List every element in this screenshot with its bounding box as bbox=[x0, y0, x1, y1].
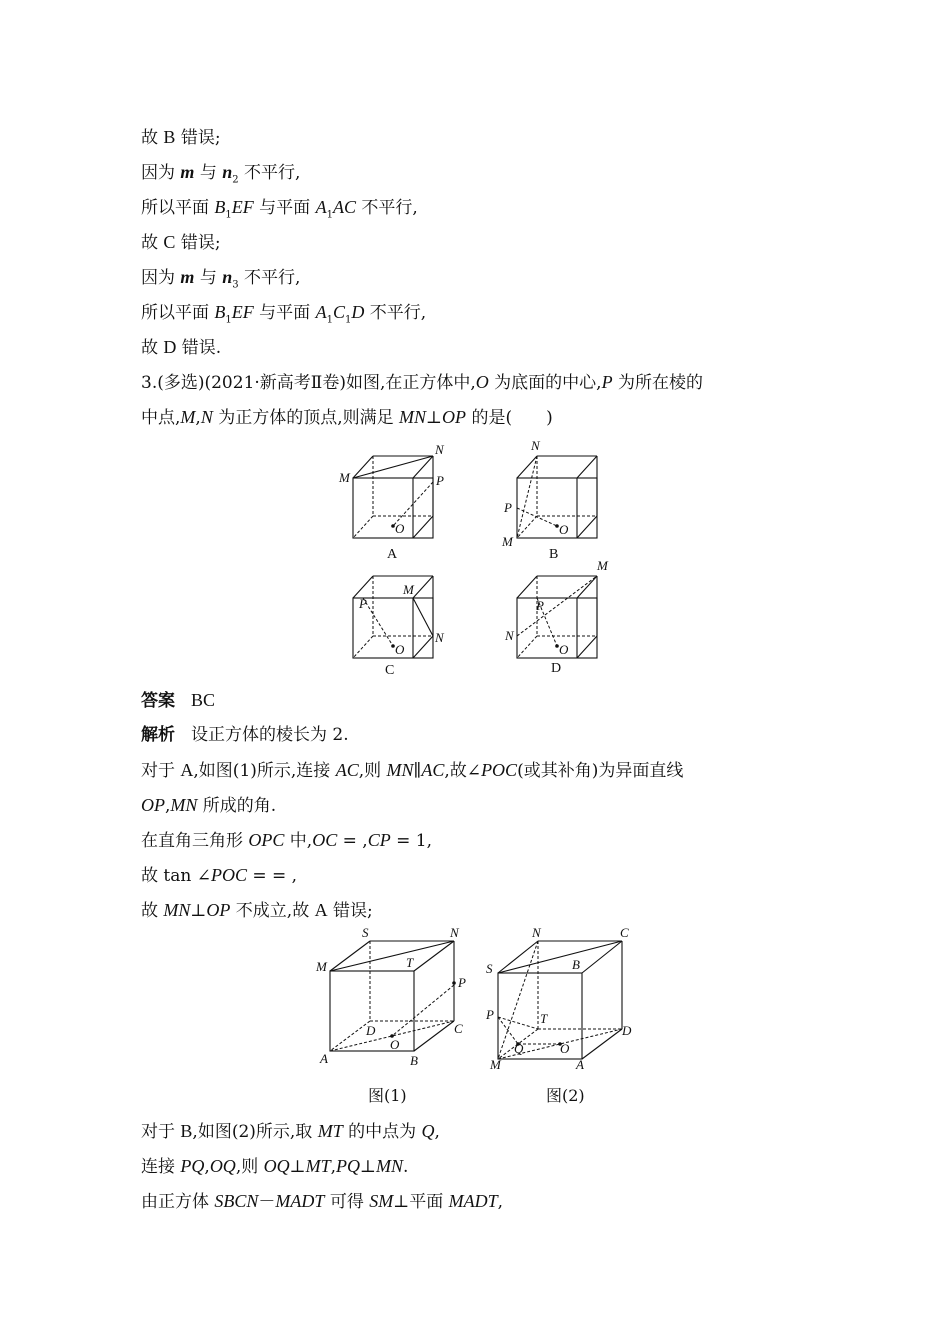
svg-text:N: N bbox=[532, 925, 541, 940]
svg-text:N: N bbox=[505, 628, 514, 643]
svg-text:B: B bbox=[549, 547, 559, 562]
text-line-4: 故 C 错误; bbox=[141, 232, 221, 253]
svg-text:C: C bbox=[620, 925, 629, 940]
svg-text:B: B bbox=[572, 957, 580, 972]
analysis-a-line-4: 故 tan ∠POC = = , bbox=[141, 865, 298, 886]
svg-text:T: T bbox=[406, 955, 414, 970]
text-line-2: 因为 m 与 $n_2$ 不平行, bbox=[141, 162, 301, 186]
svg-text:O: O bbox=[395, 521, 405, 536]
svg-text:P: P bbox=[504, 500, 512, 515]
svg-text:T: T bbox=[540, 1011, 548, 1026]
figure-2-caption: 图(2) bbox=[546, 1086, 585, 1105]
analysis-b-line-2: 连接 PQ,OQ,则 OQ⊥MT,PQ⊥MN. bbox=[141, 1156, 409, 1177]
svg-text:N: N bbox=[531, 438, 540, 453]
answer-value: BC bbox=[191, 690, 216, 710]
svg-text:D: D bbox=[551, 661, 562, 676]
svg-text:O: O bbox=[560, 1041, 570, 1056]
question-3-line-1: 3.(多选)(2021·新高考Ⅱ卷)如图,在正方体中,O 为底面的中心,P 为所在棱的 bbox=[141, 372, 703, 393]
cube-figure-2 bbox=[484, 925, 644, 1075]
svg-text:A: A bbox=[320, 1051, 328, 1066]
svg-text:M: M bbox=[502, 534, 513, 549]
svg-text:P: P bbox=[486, 1007, 494, 1022]
cube-figure-a bbox=[335, 440, 455, 565]
analysis-a-line-2: OP,MN 所成的角. bbox=[141, 795, 277, 816]
analysis-line: 解析 设正方体的棱长为 2. bbox=[141, 725, 349, 745]
svg-text:D: D bbox=[366, 1023, 376, 1038]
svg-text:O: O bbox=[390, 1037, 400, 1052]
svg-text:D: D bbox=[622, 1023, 632, 1038]
question-3-line-2: 中点,M,N 为正方体的顶点,则满足 MN⊥OP 的是( ) bbox=[141, 407, 553, 428]
analysis-b-line-1: 对于 B,如图(2)所示,取 MT 的中点为 Q, bbox=[141, 1121, 440, 1142]
analysis-label: 解析 bbox=[141, 725, 175, 745]
cube-figure-b bbox=[497, 438, 617, 565]
svg-text:N: N bbox=[435, 630, 444, 645]
text-line-6: 所以平面 $B_1EF$ 与平面 $A_1C_1D$ 不平行, bbox=[141, 302, 427, 326]
svg-text:M: M bbox=[403, 582, 414, 597]
svg-text:M: M bbox=[316, 959, 327, 974]
cube-figure-c bbox=[335, 570, 455, 682]
svg-text:P: P bbox=[436, 473, 444, 488]
svg-text:M: M bbox=[339, 470, 350, 485]
text-line-5: 因为 m 与 $n_3$ 不平行, bbox=[141, 267, 301, 291]
analysis-a-line-3: 在直角三角形 OPC 中,OC = ,CP = 1, bbox=[141, 830, 432, 851]
analysis-a-line-1: 对于 A,如图(1)所示,连接 AC,则 MN∥AC,故∠POC(或其补角)为异面直线 bbox=[141, 760, 684, 781]
svg-text:C: C bbox=[454, 1021, 463, 1036]
svg-text:S: S bbox=[362, 925, 369, 940]
text-line-7: 故 D 错误. bbox=[141, 337, 222, 358]
svg-text:A: A bbox=[576, 1057, 584, 1072]
analysis-b-line-3: 由正方体 SBCN－MADT 可得 SM⊥平面 MADT, bbox=[141, 1191, 504, 1212]
text-line-1: 故 B 错误; bbox=[141, 127, 221, 148]
cube-figure-1 bbox=[312, 925, 472, 1070]
svg-text:O: O bbox=[559, 642, 569, 657]
svg-text:N: N bbox=[435, 442, 444, 457]
svg-text:O: O bbox=[395, 642, 405, 657]
svg-text:O: O bbox=[559, 522, 569, 537]
svg-text:B: B bbox=[410, 1053, 418, 1068]
svg-text:M: M bbox=[490, 1057, 501, 1072]
answer-label: 答案 bbox=[141, 691, 175, 711]
text-line-3: 所以平面 $B_1EF$ 与平面 $A_1AC$ 不平行, bbox=[141, 197, 418, 221]
cube-figure-d bbox=[497, 556, 622, 682]
svg-text:A: A bbox=[387, 547, 398, 562]
svg-text:P: P bbox=[359, 596, 367, 611]
svg-text:S: S bbox=[486, 961, 493, 976]
svg-text:Q: Q bbox=[514, 1041, 524, 1056]
svg-text:N: N bbox=[450, 925, 459, 940]
svg-text:C: C bbox=[385, 663, 395, 678]
figure-1-caption: 图(1) bbox=[368, 1086, 407, 1105]
svg-text:P: P bbox=[536, 598, 544, 613]
svg-text:M: M bbox=[597, 558, 608, 573]
answer-line bbox=[141, 689, 215, 712]
svg-text:P: P bbox=[458, 975, 466, 990]
analysis-a-line-5: 故 MN⊥OP 不成立,故 A 错误; bbox=[141, 900, 373, 921]
